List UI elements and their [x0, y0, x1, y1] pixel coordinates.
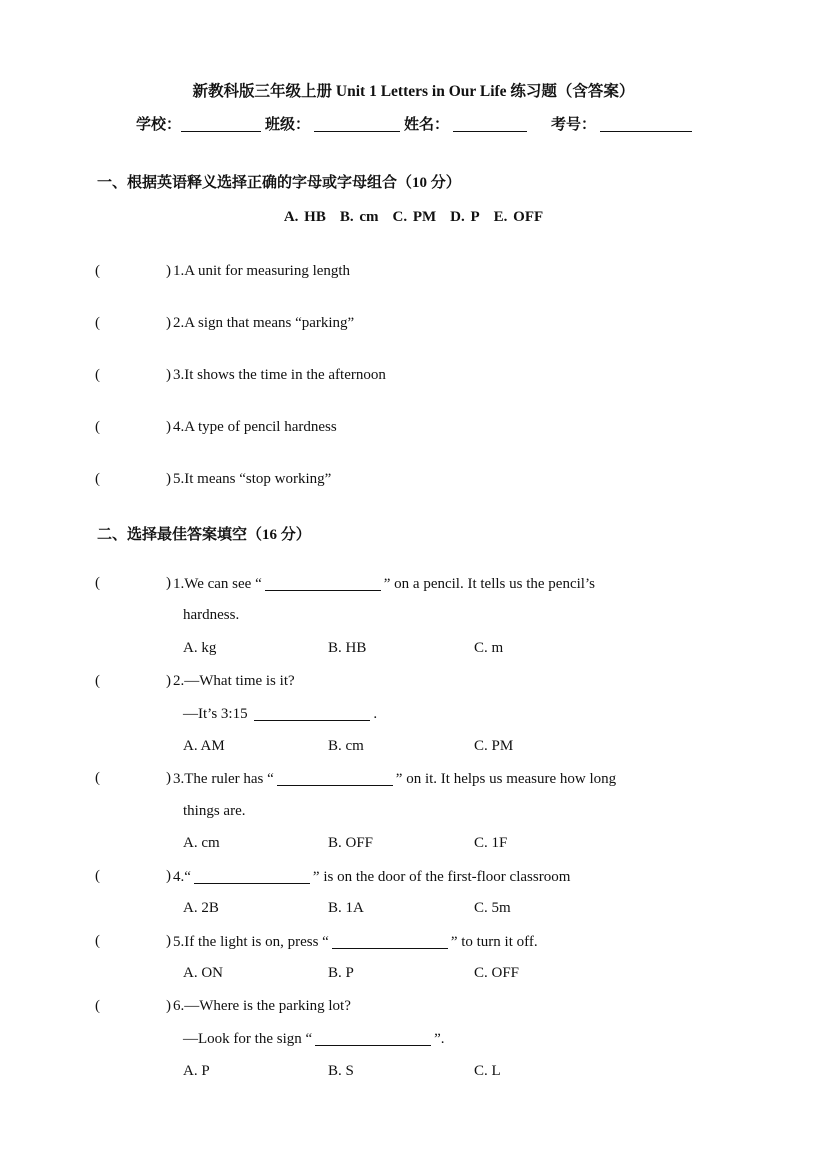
answer-paren-open[interactable]: ( [95, 998, 100, 1014]
question-text-cont: ” on a pencil. It tells us the pencil’s [383, 576, 595, 592]
choice-b: B. P [328, 965, 354, 981]
question-text: It shows the time in the afternoon [184, 367, 386, 383]
fill-blank[interactable] [332, 933, 448, 949]
question-text: —What time is it? [184, 673, 295, 689]
student-info-row [136, 113, 696, 134]
answer-paren-open[interactable]: ( [95, 263, 100, 279]
fill-blank[interactable] [265, 575, 381, 591]
choice-a: A. ON [183, 965, 223, 981]
question-number: 5. [173, 471, 185, 487]
option-c: C. PM [392, 209, 437, 225]
question-number: 3. [173, 771, 185, 787]
option-e: E. OFF [493, 209, 544, 225]
question-continuation: things are. [183, 803, 246, 819]
page-title: 新教科版三年级上册 Unit 1 Letters in Our Life 练习题（含答案） [192, 83, 635, 100]
question-number: 3. [173, 367, 185, 383]
exam-no-label: 考号： [551, 117, 597, 133]
choice-c: C. PM [474, 738, 514, 754]
question-continuation: —Look for the sign “ [183, 1031, 313, 1047]
answer-paren-close: ) [166, 263, 171, 279]
question-text: A type of pencil hardness [184, 419, 337, 435]
question-text: A sign that means “parking” [184, 315, 355, 331]
name-blank[interactable] [453, 115, 527, 132]
section-1-options [0, 209, 827, 226]
answer-paren-open[interactable]: ( [95, 315, 100, 331]
answer-paren-close: ) [166, 315, 171, 331]
answer-paren-open[interactable]: ( [95, 575, 100, 591]
choice-c: C. L [474, 1063, 501, 1079]
question-number: 6. [173, 998, 185, 1014]
fill-blank[interactable] [254, 705, 370, 721]
answer-paren-close: ) [166, 419, 171, 435]
option-b: B. cm [339, 209, 379, 225]
question-number: 5. [173, 934, 185, 950]
class-label: 班级： [265, 117, 311, 133]
fill-blank[interactable] [194, 868, 310, 884]
question-number: 1. [173, 576, 185, 592]
answer-paren-open[interactable]: ( [95, 933, 100, 949]
question-text-cont: ” to turn it off. [450, 934, 538, 950]
answer-paren-open[interactable]: ( [95, 770, 100, 786]
question-continuation: —It’s 3:15 [183, 706, 252, 722]
choice-a: A. P [183, 1063, 210, 1079]
choice-b: B. OFF [328, 835, 374, 851]
answer-paren-open[interactable]: ( [95, 868, 100, 884]
question-number: 4. [173, 419, 185, 435]
choice-a: A. kg [183, 640, 217, 656]
class-blank[interactable] [314, 115, 400, 132]
answer-paren-close: ) [166, 868, 171, 884]
name-label: 姓名： [404, 117, 450, 133]
question-continuation-end: . [373, 706, 378, 722]
question-continuation-end: ”. [434, 1031, 445, 1047]
question-text: It means “stop working” [184, 471, 332, 487]
option-a: A. HB [283, 209, 326, 225]
choice-a: A. 2B [183, 900, 219, 916]
choice-b: B. HB [328, 640, 367, 656]
answer-paren-close: ) [166, 770, 171, 786]
exam-no-blank[interactable] [600, 115, 692, 132]
fill-blank[interactable] [277, 770, 393, 786]
question-text: If the light is on, press “ [184, 934, 329, 950]
choice-a: A. AM [183, 738, 225, 754]
answer-paren-open[interactable]: ( [95, 673, 100, 689]
answer-paren-close: ) [166, 998, 171, 1014]
choice-b: B. S [328, 1063, 354, 1079]
choice-c: C. 1F [474, 835, 508, 851]
choice-c: C. OFF [474, 965, 520, 981]
choice-c: C. m [474, 640, 504, 656]
answer-paren-open[interactable]: ( [95, 419, 100, 435]
school-label: 学校： [136, 117, 182, 133]
question-continuation: hardness. [183, 607, 240, 623]
question-number: 2. [173, 315, 185, 331]
answer-paren-open[interactable]: ( [95, 471, 100, 487]
answer-paren-close: ) [166, 367, 171, 383]
choice-b: B. cm [328, 738, 364, 754]
question-text: A unit for measuring length [184, 263, 351, 279]
answer-paren-close: ) [166, 471, 171, 487]
question-text-cont: ” is on the door of the first-floor classroom [312, 869, 571, 885]
question-number: 2. [173, 673, 185, 689]
choice-b: B. 1A [328, 900, 364, 916]
choice-a: A. cm [183, 835, 220, 851]
fill-blank[interactable] [315, 1030, 431, 1046]
answer-paren-open[interactable]: ( [95, 367, 100, 383]
question-number: 4. [173, 869, 185, 885]
section-1-heading: 一、根据英语释义选择正确的字母或字母组合（10 分） [97, 175, 461, 191]
choice-c: C. 5m [474, 900, 511, 916]
answer-paren-close: ) [166, 575, 171, 591]
option-d: D. P [450, 209, 480, 225]
school-blank[interactable] [181, 115, 261, 132]
section-2-heading: 二、选择最佳答案填空（16 分） [97, 527, 311, 543]
answer-paren-close: ) [166, 933, 171, 949]
answer-paren-close: ) [166, 673, 171, 689]
question-text: The ruler has “ [184, 771, 274, 787]
question-text-cont: ” on it. It helps us measure how long [395, 771, 617, 787]
question-text: —Where is the parking lot? [184, 998, 351, 1014]
question-number: 1. [173, 263, 185, 279]
question-text: “ [184, 869, 191, 885]
question-text: We can see “ [184, 576, 262, 592]
